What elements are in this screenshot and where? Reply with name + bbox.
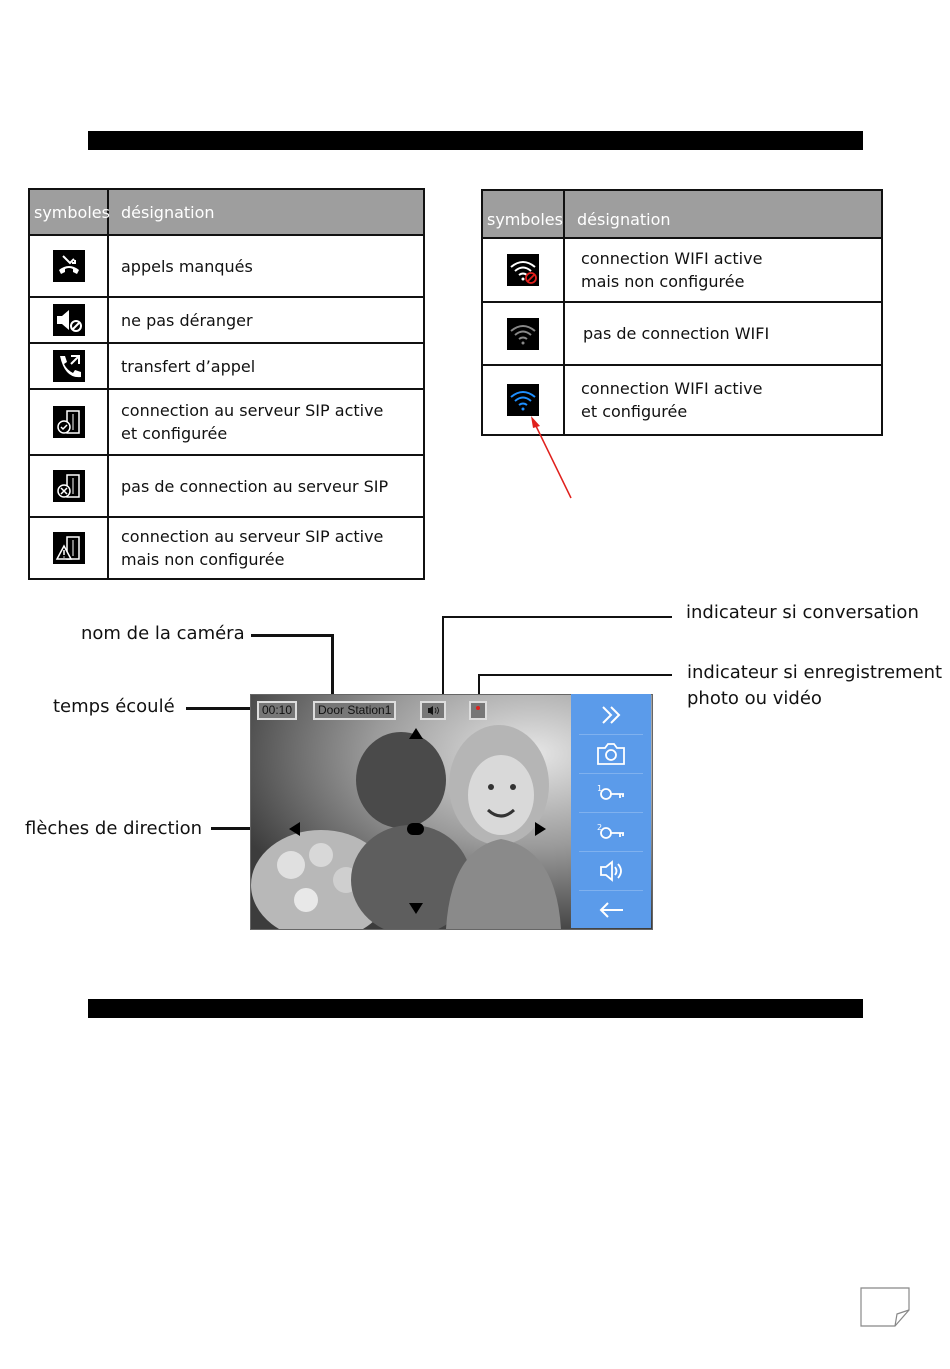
double-chevron-icon <box>595 701 627 729</box>
leader-line <box>478 674 480 696</box>
row-label: ne pas déranger <box>108 297 424 343</box>
key-2-icon <box>595 818 627 846</box>
speaker-small-icon <box>422 703 444 718</box>
row-label-line2: mais non configurée <box>581 272 745 291</box>
volume-button[interactable] <box>579 852 643 891</box>
row-label: pas de connection WIFI <box>564 302 882 365</box>
snapshot-button[interactable] <box>579 735 643 774</box>
arrow-up[interactable] <box>409 728 423 739</box>
leader-line <box>442 616 444 698</box>
leader-line <box>251 634 334 637</box>
unlock-1-button[interactable] <box>579 774 643 813</box>
do-not-disturb-icon <box>53 304 85 336</box>
symbols-table-left <box>28 188 425 580</box>
section-bar-bottom <box>88 999 863 1018</box>
arrow-down[interactable] <box>409 903 423 914</box>
label-conversation-indicator: indicateur si conversation <box>686 602 919 623</box>
row-label: transfert d’appel <box>108 343 424 389</box>
label-elapsed-time: temps écoulé <box>53 696 175 717</box>
row-label: pas de connection au serveur SIP <box>108 455 424 517</box>
label-direction-arrows: flèches de direction <box>25 818 202 839</box>
camera-icon <box>595 740 627 768</box>
key-1-icon <box>595 779 627 807</box>
conversation-indicator <box>420 701 446 720</box>
sip-active-configured-icon <box>53 406 85 438</box>
row-label-line2: et configurée <box>581 402 688 421</box>
symbols-table-right <box>481 189 883 436</box>
sip-active-unconfigured-icon <box>53 532 85 564</box>
header-symboles: symboles <box>482 190 564 238</box>
row-label: appels manqués <box>108 235 424 297</box>
center-button[interactable] <box>407 823 424 835</box>
page-corner-icon <box>860 1287 912 1327</box>
header-designation: désignation <box>108 189 424 235</box>
sip-disconnected-icon <box>53 470 85 502</box>
row-label-line1: connection WIFI active <box>581 379 763 398</box>
arrow-left[interactable] <box>289 822 300 836</box>
camera-name-display: Door Station1 <box>313 701 396 720</box>
wifi-none-icon <box>507 318 539 350</box>
leader-line <box>478 674 672 676</box>
row-label-line1: connection WIFI active <box>581 249 763 268</box>
missed-call-icon <box>53 250 85 282</box>
elapsed-time-display: 00:10 <box>257 701 297 720</box>
svg-text:1: 1 <box>597 784 603 793</box>
control-panel <box>571 694 651 928</box>
speaker-icon <box>595 857 627 885</box>
recording-indicator <box>469 701 487 720</box>
row-label-line1: connection au serveur SIP active <box>121 401 384 420</box>
row-label-line2: et configurée <box>121 424 228 443</box>
back-arrow-icon <box>595 896 627 924</box>
label-camera-name: nom de la caméra <box>81 623 245 644</box>
svg-text:2: 2 <box>597 823 603 832</box>
leader-line <box>331 634 334 702</box>
arrow-right[interactable] <box>535 822 546 836</box>
label-recording-indicator-line1: indicateur si enregistrement <box>687 662 943 683</box>
section-bar-top <box>88 131 863 150</box>
next-button[interactable] <box>579 696 643 735</box>
header-symboles: symboles <box>29 189 108 235</box>
leader-line <box>442 616 672 618</box>
wifi-unconfigured-icon <box>507 254 539 286</box>
red-pointer-arrow <box>520 408 580 503</box>
leader-line <box>186 707 256 710</box>
label-recording-indicator-line2: photo ou vidéo <box>687 688 822 709</box>
back-button[interactable] <box>579 891 643 929</box>
header-designation: désignation <box>564 190 882 238</box>
row-label-line1: connection au serveur SIP active <box>121 527 384 546</box>
row-label-line2: mais non configurée <box>121 550 285 569</box>
call-transfer-icon <box>53 350 85 382</box>
unlock-2-button[interactable] <box>579 813 643 852</box>
record-dot-icon <box>471 703 485 718</box>
